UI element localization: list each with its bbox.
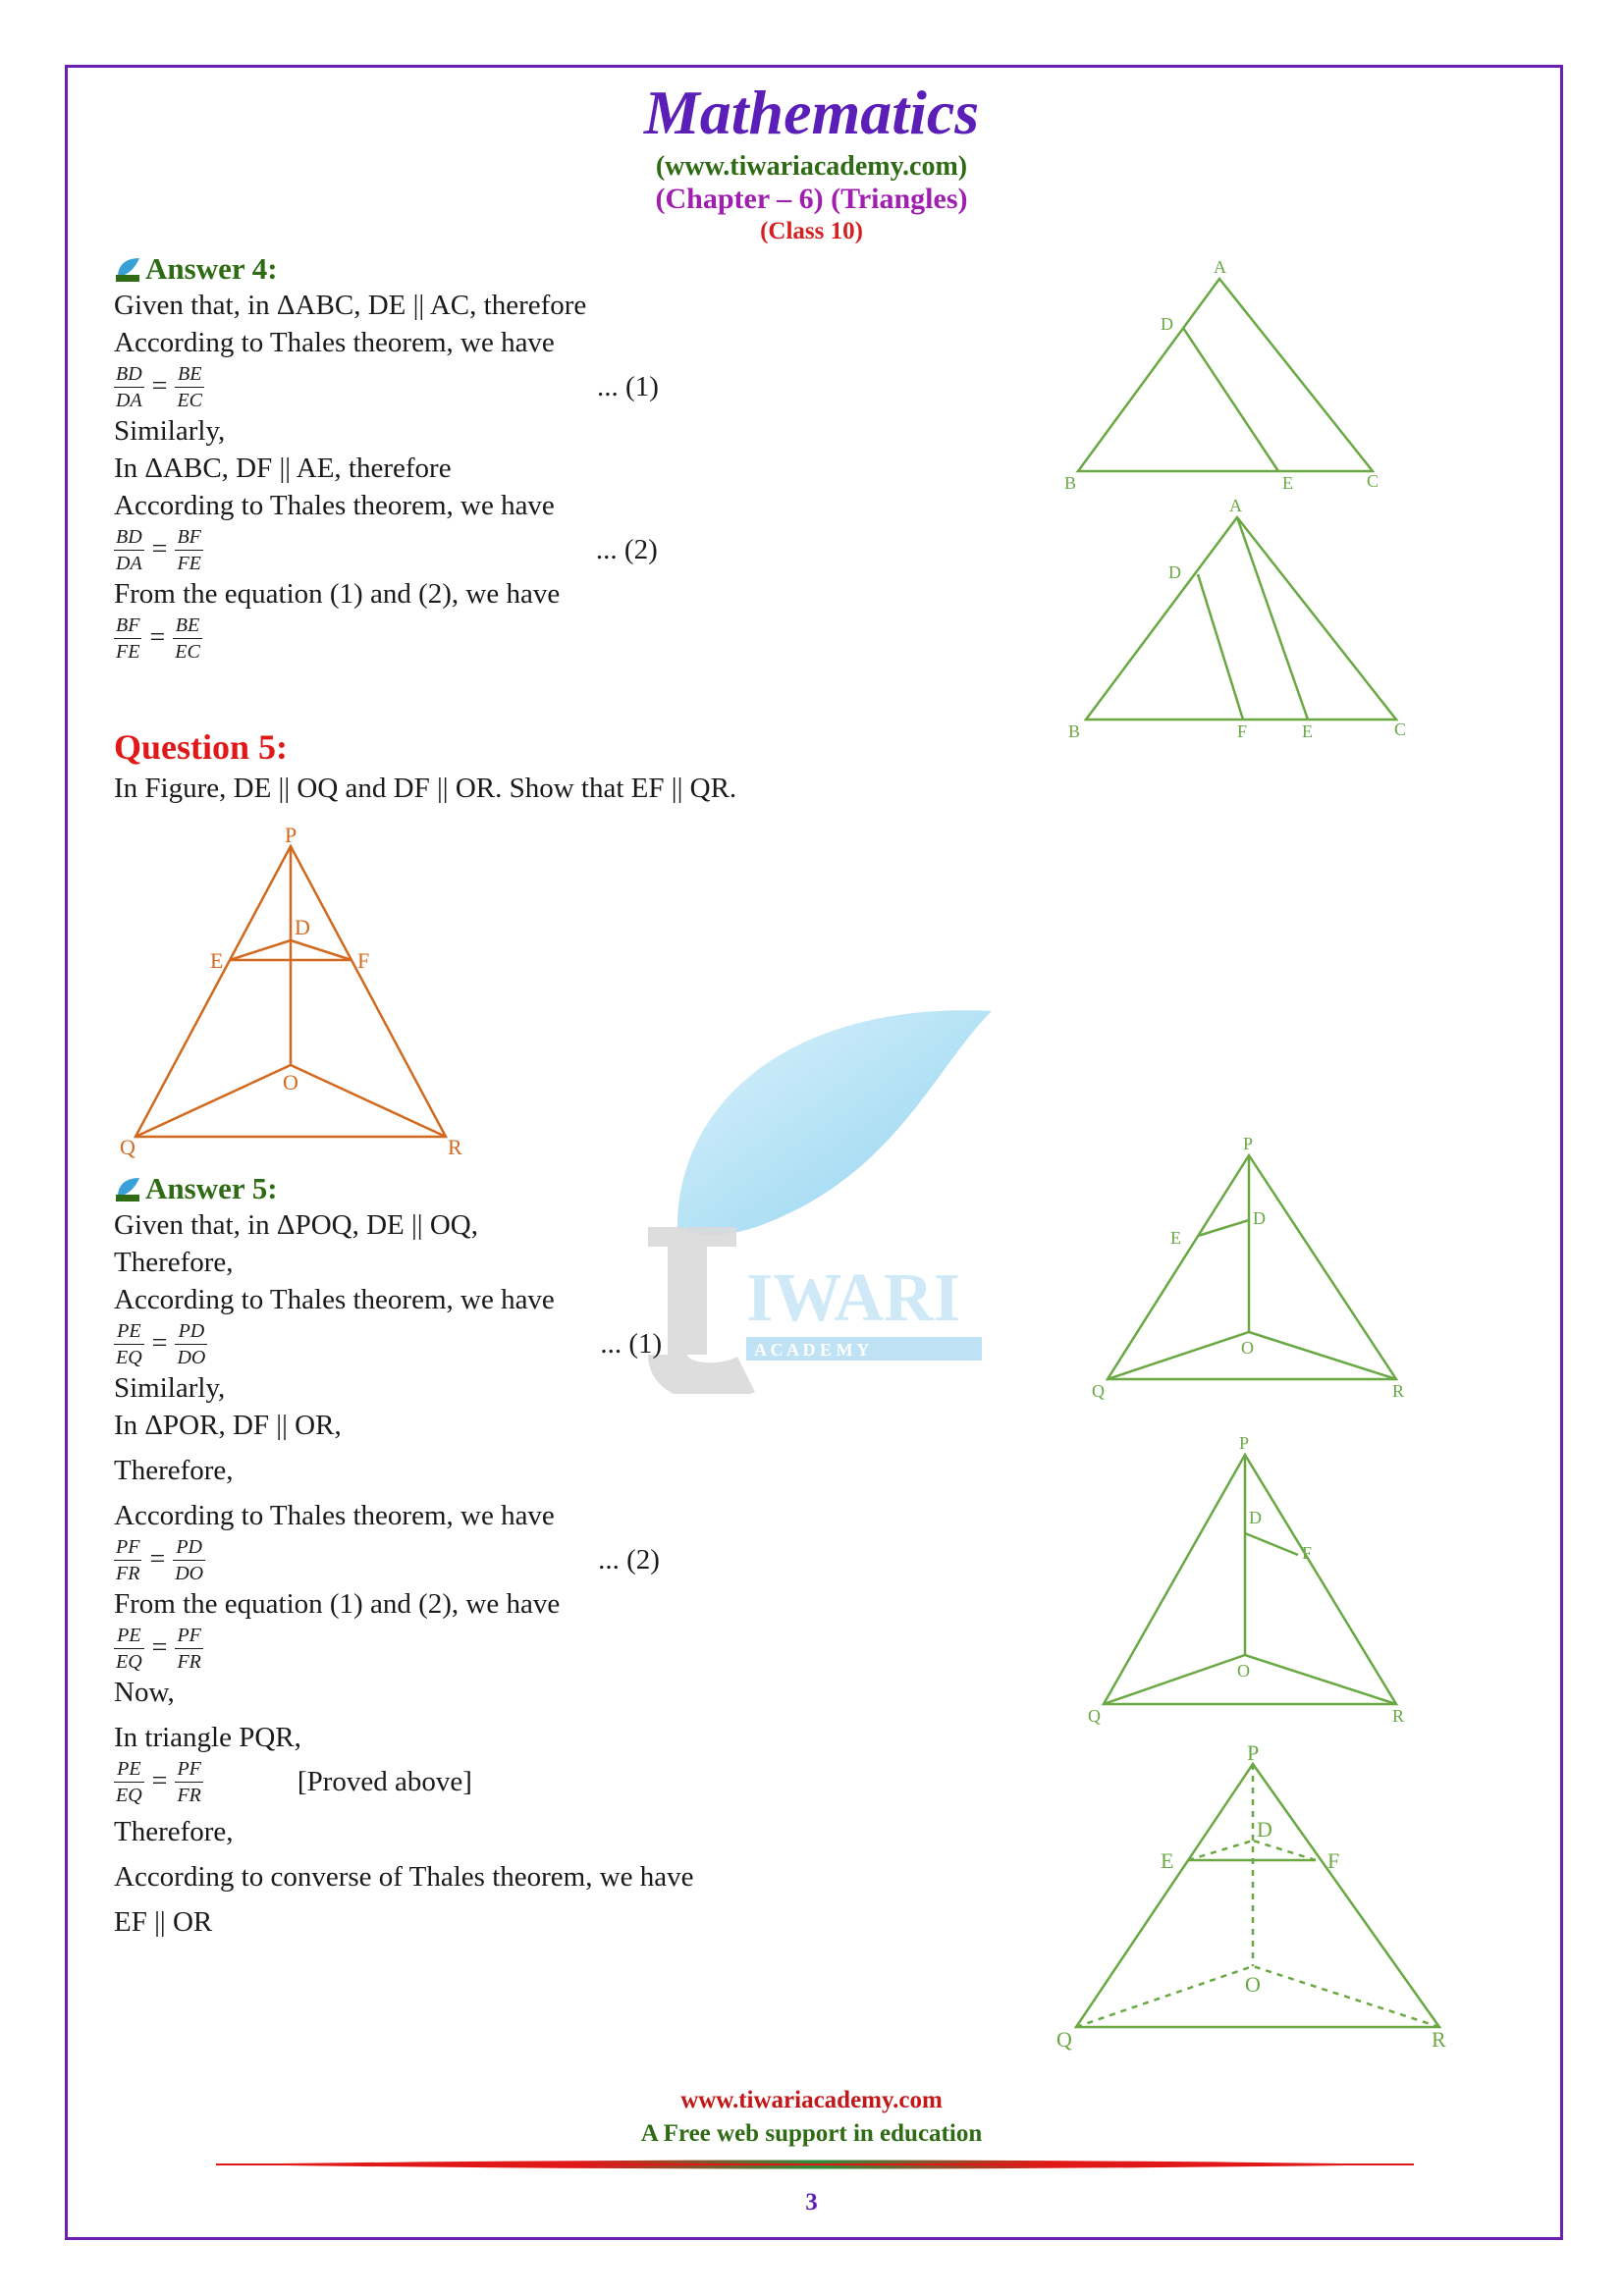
- svg-text:B: B: [1068, 721, 1081, 741]
- answer5-line: In triangle PQR,: [114, 1722, 301, 1753]
- fraction: $\frac{PF}{FR}$: [116, 1535, 140, 1584]
- answer4-eq2: $\frac{BD}{DA}$ = $\frac{BF}{FE}$ ... (2): [116, 525, 658, 574]
- page-number: 3: [805, 2189, 818, 2216]
- answer5-eq2: $\frac{PF}{FR}$ = $\frac{PD}{DO}$ ... (2): [116, 1535, 660, 1584]
- footer-website[interactable]: www.tiwariacademy.com: [680, 2087, 943, 2113]
- svg-text:R: R: [1392, 1381, 1405, 1401]
- svg-text:Q: Q: [1092, 1381, 1105, 1401]
- answer5-line: Therefore,: [114, 1816, 234, 1847]
- svg-text:R: R: [448, 1135, 462, 1158]
- fraction: $\frac{BD}{DA}$: [116, 362, 142, 411]
- svg-text:A: A: [1214, 257, 1226, 277]
- answer5-line: According to Thales theorem, we have: [114, 1284, 555, 1315]
- svg-text:F: F: [1302, 1543, 1313, 1563]
- equation-ref: ... (1): [597, 370, 659, 402]
- answer5-line: Now,: [114, 1677, 175, 1708]
- equation-ref: ... (2): [598, 1543, 660, 1575]
- fraction: $\frac{PD}{DO}$: [175, 1535, 204, 1584]
- equation-ref: ... (2): [595, 533, 658, 565]
- fraction: $\frac{PE}{EQ}$: [116, 1757, 142, 1806]
- answer4-line: Similarly,: [114, 415, 226, 447]
- footer-tagline: A Free web support in education: [640, 2120, 983, 2147]
- answer4-line: Given that, in ΔABC, DE || AC, therefore: [114, 290, 587, 321]
- answer5-section: [114, 1171, 694, 1941]
- watermark-brand: IWARI: [746, 1260, 960, 1336]
- equation-ref: ... (1): [600, 1327, 663, 1360]
- svg-text:E: E: [1302, 721, 1313, 741]
- answer5-line: Similarly,: [114, 1372, 226, 1404]
- fraction: $\frac{BD}{DA}$: [116, 525, 142, 574]
- answer4-line: From the equation (1) and (2), we have: [114, 578, 561, 610]
- proved-above-note: [Proved above]: [297, 1766, 472, 1797]
- question5-heading: Question 5:: [114, 727, 289, 767]
- svg-text:B: B: [1064, 473, 1077, 493]
- answer5-heading-text: Answer 5:: [145, 1171, 278, 1205]
- figure-answer5-ef: [1051, 1742, 1463, 2056]
- svg-text:E: E: [210, 948, 224, 973]
- svg-text:E: E: [1282, 473, 1293, 493]
- answer5-line: Given that, in ΔPOQ, DE || OQ,: [114, 1209, 478, 1241]
- figure-answer5-df: [1080, 1433, 1414, 1728]
- leaf-shape: [677, 1010, 992, 1235]
- fraction: $\frac{PE}{EQ}$: [116, 1624, 142, 1673]
- answer4-heading-text: Answer 4:: [145, 251, 278, 286]
- fraction: $\frac{PF}{FR}$: [177, 1624, 201, 1673]
- figure-triangle-abc-de: [1051, 257, 1394, 493]
- answer5-line: From the equation (1) and (2), we have: [114, 1588, 561, 1620]
- tiwari-leaf-icon: [114, 255, 141, 283]
- svg-text:D: D: [295, 915, 310, 939]
- svg-text:F: F: [357, 948, 370, 973]
- svg-text:O: O: [1245, 1972, 1261, 1997]
- svg-text:D: D: [1253, 1208, 1266, 1228]
- footer-divider: [216, 2156, 1414, 2173]
- svg-text:D: D: [1168, 562, 1181, 582]
- answer4-eq1: $\frac{BD}{DA}$ = $\frac{BE}{EC}$ ... (1): [116, 362, 659, 411]
- figure-triangle-abc-df: [1051, 496, 1424, 746]
- svg-text:R: R: [1392, 1706, 1405, 1726]
- tiwari-leaf-icon: [114, 1175, 141, 1202]
- answer5-line: Therefore,: [114, 1247, 234, 1278]
- answer5-line: EF || OR: [114, 1906, 213, 1938]
- answer5-line: According to Thales theorem, we have: [114, 1500, 555, 1531]
- svg-text:F: F: [1327, 1848, 1340, 1873]
- fraction: $\frac{BF}{FE}$: [177, 525, 201, 574]
- answer5-line: In ΔPOR, DF || OR,: [114, 1410, 342, 1441]
- header-chapter: (Chapter – 6) (Triangles): [655, 183, 968, 215]
- watermark-sub: A C A D E M Y: [754, 1340, 870, 1360]
- svg-text:C: C: [1367, 471, 1380, 491]
- question5-text: In Figure, DE || OQ and DF || OR. Show that EF || QR.: [114, 773, 737, 804]
- svg-text:Q: Q: [120, 1135, 135, 1158]
- fraction: $\frac{BF}{FE}$: [116, 614, 140, 663]
- svg-text:E: E: [1170, 1228, 1181, 1248]
- answer5-line: Therefore,: [114, 1455, 234, 1486]
- answer4-section: [114, 251, 659, 664]
- svg-text:A: A: [1229, 496, 1242, 515]
- header-website: (www.tiwariacademy.com): [655, 151, 968, 182]
- answer5-eq4: $\frac{PE}{EQ}$ = $\frac{PF}{FR}$ [Proved above]: [116, 1757, 472, 1806]
- fraction: $\frac{PF}{FR}$: [177, 1757, 201, 1806]
- svg-text:P: P: [1243, 1134, 1254, 1153]
- page-title: Mathematics: [643, 78, 980, 147]
- svg-text:Q: Q: [1088, 1706, 1101, 1726]
- answer4-line: According to Thales theorem, we have: [114, 490, 555, 521]
- svg-text:D: D: [1257, 1817, 1272, 1842]
- header-class: (Class 10): [760, 218, 863, 244]
- fraction: $\frac{BE}{EC}$: [175, 614, 200, 663]
- fraction: $\frac{PD}{DO}$: [177, 1319, 206, 1368]
- answer4-eq3: $\frac{BF}{FE}$ = $\frac{BE}{EC}$: [116, 614, 200, 663]
- svg-text:O: O: [283, 1070, 298, 1095]
- svg-text:Q: Q: [1056, 2027, 1072, 2052]
- svg-text:P: P: [285, 825, 298, 847]
- svg-text:P: P: [1247, 1742, 1260, 1765]
- question5-section: [114, 726, 736, 807]
- fraction: $\frac{PE}{EQ}$: [116, 1319, 142, 1368]
- svg-text:C: C: [1394, 720, 1407, 739]
- svg-text:O: O: [1241, 1338, 1254, 1358]
- answer5-heading: [114, 1171, 694, 1206]
- svg-text:R: R: [1432, 2027, 1446, 2052]
- answer4-heading: [114, 251, 659, 287]
- svg-text:D: D: [1249, 1508, 1262, 1527]
- figure-answer5-de: [1080, 1134, 1414, 1404]
- svg-text:E: E: [1161, 1848, 1174, 1873]
- answer5-line: According to converse of Thales theorem, we have: [114, 1861, 694, 1893]
- answer4-line: According to Thales theorem, we have: [114, 327, 555, 358]
- svg-text:P: P: [1239, 1433, 1250, 1453]
- answer5-eq1: $\frac{PE}{EQ}$ = $\frac{PD}{DO}$ ... (1): [116, 1319, 663, 1368]
- answer5-eq3: $\frac{PE}{EQ}$ = $\frac{PF}{FR}$: [116, 1624, 201, 1673]
- svg-text:O: O: [1237, 1661, 1250, 1681]
- svg-text:D: D: [1161, 314, 1173, 334]
- svg-text:F: F: [1237, 721, 1248, 741]
- figure-question5: [114, 825, 477, 1158]
- fraction: $\frac{BE}{EC}$: [177, 362, 203, 411]
- answer4-line: In ΔABC, DF || AE, therefore: [114, 453, 452, 484]
